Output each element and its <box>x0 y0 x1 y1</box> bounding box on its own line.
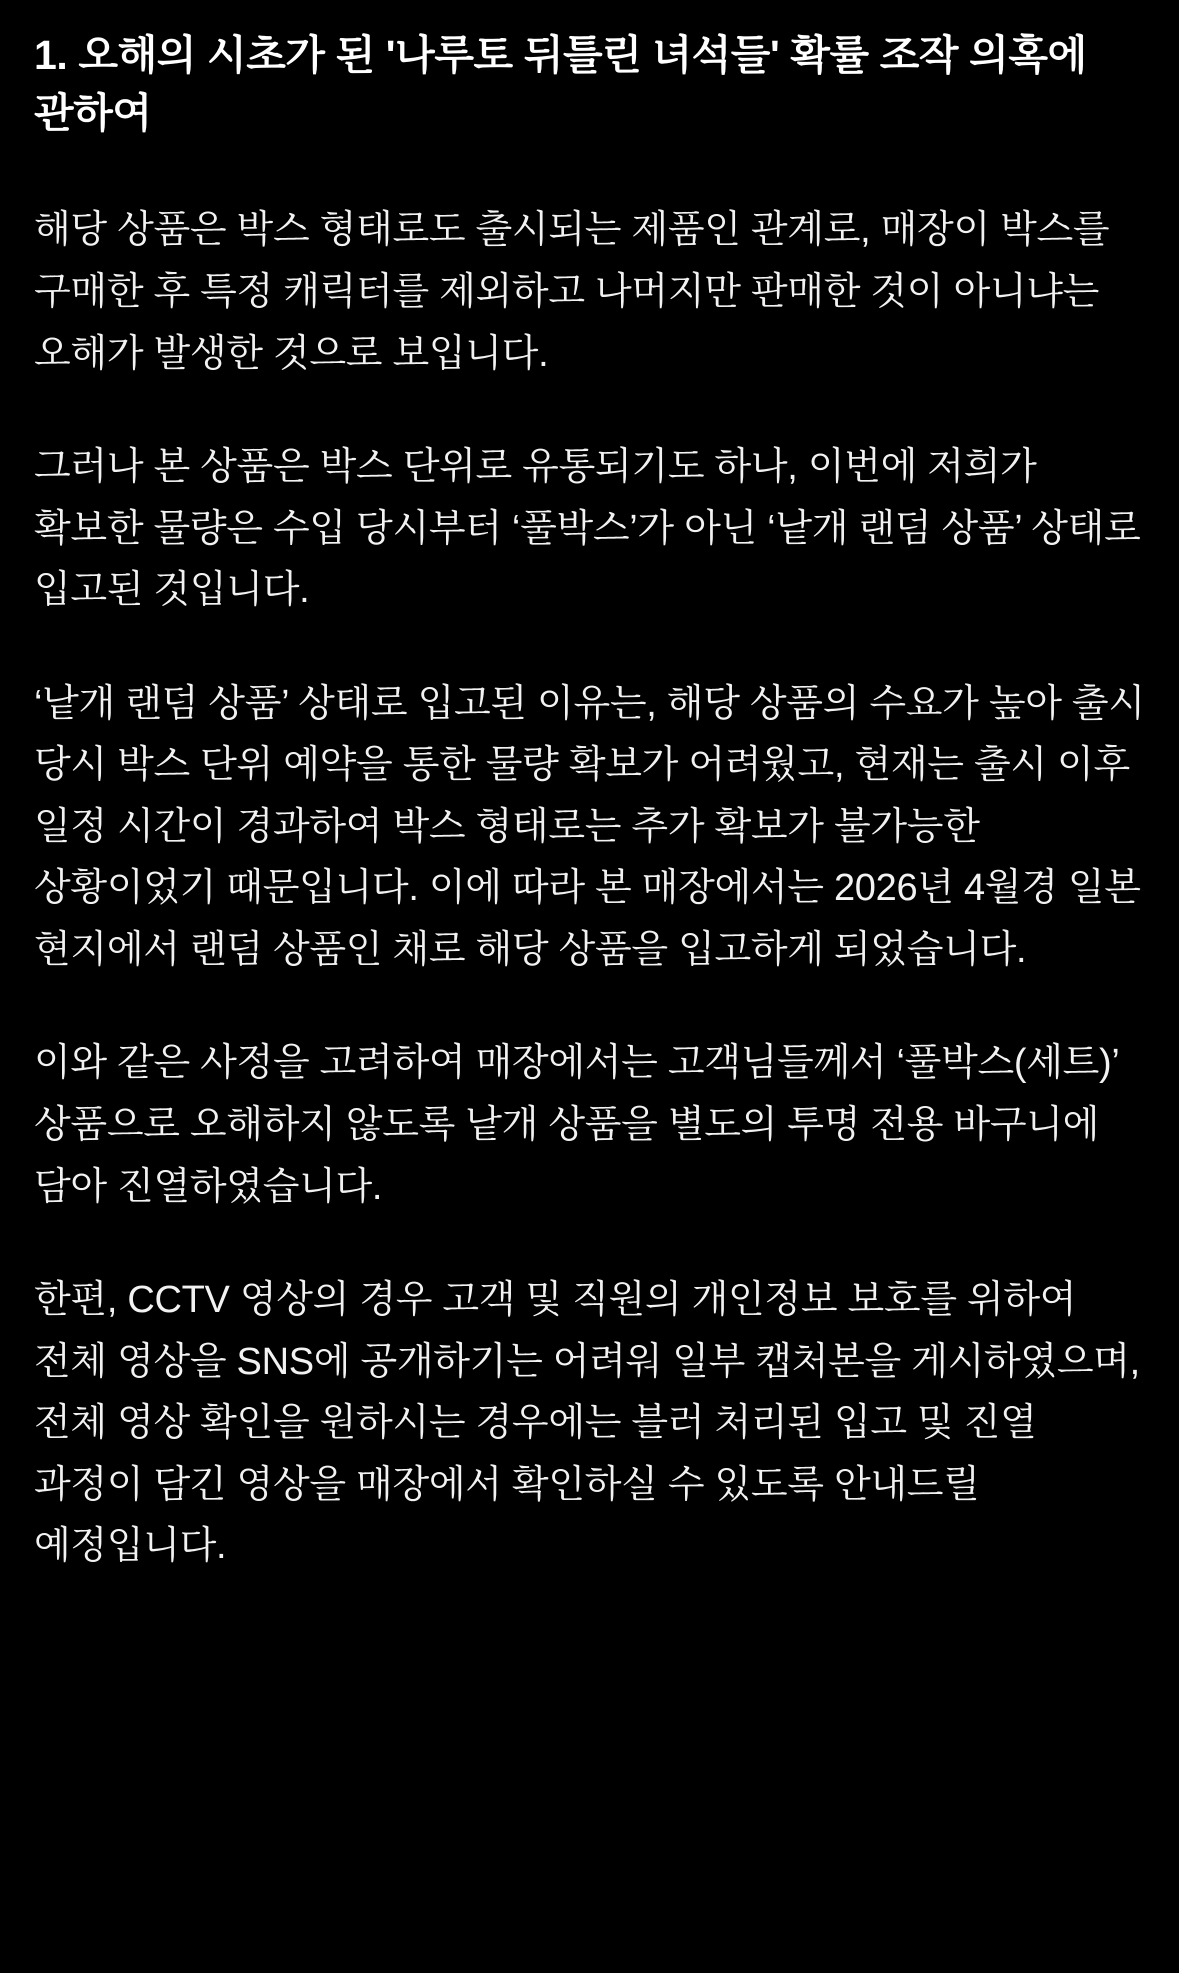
paragraph: 한편, CCTV 영상의 경우 고객 및 직원의 개인정보 보호를 위하여 전체 영상을 SNS에 공개하기는 어려워 일부 캡처본을 게시하였으며, 전체 영상 확인을 원하시는 경우에는 블러 처리된 입고 및 진열 과정이 담긴 영상을 매장에서 확인하실 수 있도록 안내드릴 예정입니다. <box>34 1279 1140 1568</box>
paragraph: ‘낱개 랜덤 상품’ 상태로 입고된 이유는, 해당 상품의 수요가 높아 출시 당시 박스 단위 예약을 통한 물량 확보가 어려웠고, 현재는 출시 이후 일정 시간이 경과하여 박스 형태로는 추가 확보가 불가능한 상황이었기 때문입니다. 이에 따라 본 매장에서는 2026년 4월경 일본 현지에서 랜덤 상품인 채로 해당 상품을 입고하게 되었습니다. <box>34 682 1145 971</box>
paragraph: 그러나 본 상품은 박스 단위로 유통되기도 하나, 이번에 저희가 확보한 물량은 수입 당시부터 ‘풀박스’가 아닌 ‘낱개 랜덤 상품’ 상태로 입고된 것입니다. <box>34 446 1141 612</box>
page-title: 1. 오해의 시초가 된 '나루토 뒤틀린 녀석들' 확률 조작 의혹에 관하여 <box>34 32 1087 137</box>
paragraph: 해당 상품은 박스 형태로도 출시되는 제품인 관계로, 매장이 박스를 구매한 후 특정 캐릭터를 제외하고 나머지만 판매한 것이 아니냐는 오해가 발생한 것으로 보입니다. <box>34 209 1110 375</box>
paragraph: 이와 같은 사정을 고려하여 매장에서는 고객님들께서 ‘풀박스(세트)’ 상품으로 오해하지 않도록 낱개 상품을 별도의 투명 전용 바구니에 담아 진열하였습니다. <box>34 1042 1119 1208</box>
document-body <box>34 200 1145 1577</box>
